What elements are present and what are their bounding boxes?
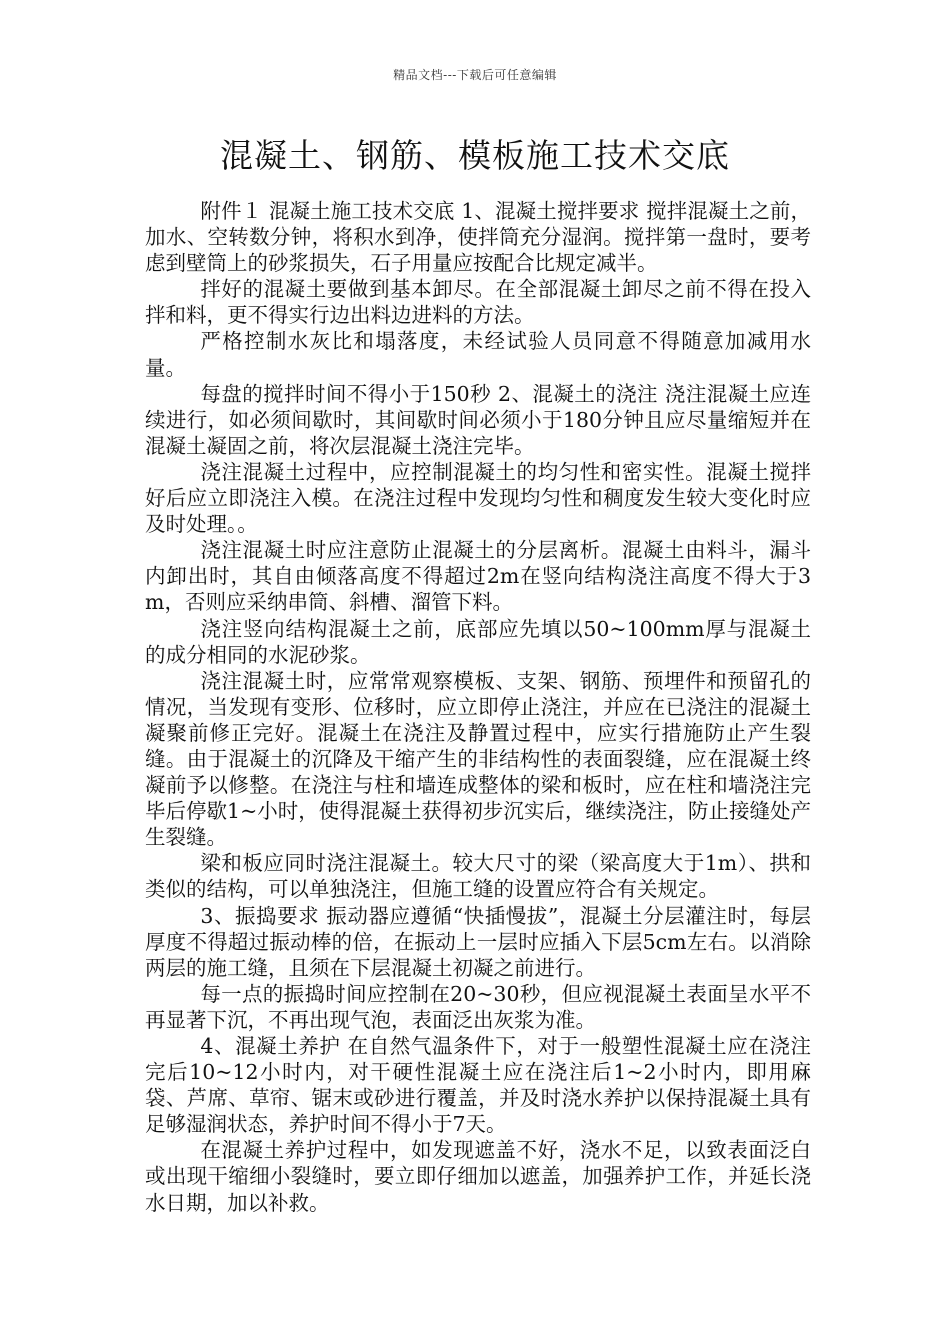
paragraph: 浇注混凝土时，应常常观察模板、支架、钢筋、预埋件和预留孔的情况，当发现有变形、位移时，应立即停止浇注，并应在已浇注的混凝土凝聚前修正完好。混凝土在浇注及静置过程中，应实行措施防止产生裂缝。由于混凝土的沉降及干缩产生的非结构性的表面裂缝，应在混凝土终凝前予以修整。在浇注与柱和墙连成整体的梁和板时，应在柱和墙浇注完毕后停歇1~小时，使得混凝土获得初步沉实后，继续浇注，防止接缝处产生裂缝。 [145, 668, 811, 850]
document-title: 混凝土、钢筋、模板施工技术交底 [220, 136, 730, 175]
paragraph: 浇注竖向结构混凝土之前，底部应先填以50~100mm厚与混凝土的成分相同的水泥砂浆。 [145, 616, 811, 667]
paragraph: 每盘的搅拌时间不得小于150秒 2、混凝土的浇注 浇注混凝土应连续进行，如必须间歇时，其间歇时间必须小于180分钟且应尽量缩短并在混凝土凝固之前，将次层混凝土浇注完毕。 [145, 381, 811, 458]
paragraph: 浇注混凝土时应注意防止混凝土的分层离析。混凝土由料斗，漏斗内卸出时，其自由倾落高度不得超过2m在竖向结构浇注高度不得大于3m，否则应采纳串筒、斜槽、溜管下料。 [145, 538, 811, 615]
document-body [145, 198, 811, 1216]
paragraph: 在混凝土养护过程中，如发现遮盖不好，浇水不足，以致表面泛白或出现干缩细小裂缝时，要立即仔细加以遮盖，加强养护工作，并延长浇水日期，加以补救。 [145, 1138, 811, 1215]
paragraph: 4、混凝土养护 在自然气温条件下，对于一般塑性混凝土应在浇注完后10~12小时内，对干硬性混凝土应在浇注后1~2小时内，即用麻袋、芦席、草帘、锯末或砂进行覆盖，并及时浇水养护以保持混凝土具有足够湿润状态，养护时间不得小于7天。 [145, 1034, 811, 1137]
paragraph: 严格控制水灰比和塌落度，未经试验人员同意不得随意加减用水量。 [145, 329, 811, 380]
header-note: 精品文档---下载后可任意编辑 [393, 68, 557, 82]
paragraph: 附件１ 混凝土施工技术交底 1、混凝土搅拌要求 搅拌混凝土之前，加水、空转数分钟，将积水到净，使拌筒充分湿润。搅拌第一盘时，要考虑到壁筒上的砂浆损失，石子用量应按配合比规定减半。 [145, 199, 811, 276]
paragraph: 梁和板应同时浇注混凝土。较大尺寸的梁（梁高度大于1m）、拱和类似的结构，可以单独浇注，但施工缝的设置应符合有关规定。 [145, 851, 811, 902]
paragraph: 拌好的混凝土要做到基本卸尽。在全部混凝土卸尽之前不得在投入拌和料，更不得实行边出料边进料的方法。 [145, 277, 811, 328]
paragraph: 3、振捣要求 振动器应遵循“快插慢拔”，混凝土分层灌注时，每层厚度不得超过振动棒的倍，在振动上一层时应插入下层5cm左右。以消除两层的施工缝，且须在下层混凝土初凝之前进行。 [145, 903, 811, 980]
paragraph: 每一点的振捣时间应控制在20~30秒，但应视混凝土表面呈水平不再显著下沉，不再出现气泡，表面泛出灰浆为准。 [145, 981, 811, 1032]
paragraph: 浇注混凝土过程中，应控制混凝土的均匀性和密实性。混凝土搅拌好后应立即浇注入模。在浇注过程中发现均匀性和稠度发生较大变化时应及时处理。。 [145, 459, 811, 537]
